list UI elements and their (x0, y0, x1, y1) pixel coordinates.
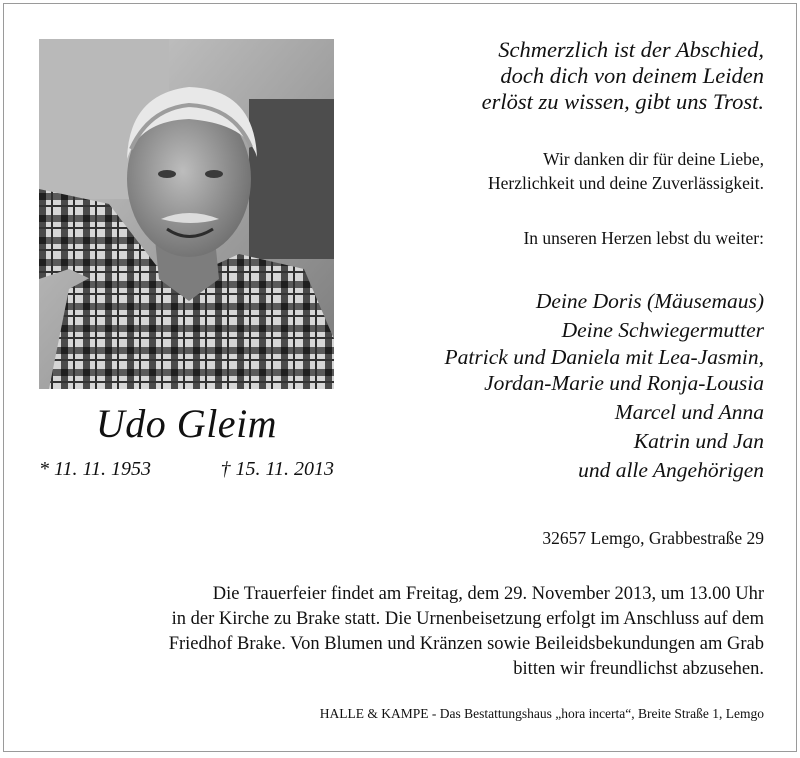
family-address: 32657 Lemgo, Grabbestraße 29 (542, 528, 764, 548)
portrait-illustration (39, 39, 334, 389)
thanks-text (344, 147, 764, 195)
obituary-notice (3, 3, 797, 752)
mourner: Patrick und Daniela mit Lea-Jasmin, (444, 345, 764, 369)
mourner: und alle Angehörigen (578, 458, 764, 482)
ceremony-line: Die Trauerfeier findet am Freitag, dem 29. November 2013, um 13.00 Uhr (212, 584, 764, 604)
poem-line: Schmerzlich ist der Abschied, (498, 37, 764, 62)
mourner: Jordan-Marie und Ronja-Lousia (484, 371, 764, 395)
death-date: † 15. 11. 2013 (220, 458, 334, 480)
funeral-home-footer: HALLE & KAMPE - Das Bestattungshaus „hora incerta“, Breite Straße 1, Lemgo (319, 706, 764, 721)
ceremony-line: in der Kirche zu Brake statt. Die Urnenbeisetzung erfolgt im Anschluss auf dem (171, 609, 764, 629)
birth-date: * 11. 11. 1953 (39, 458, 152, 480)
mourner: Marcel und Anna (614, 400, 764, 424)
deceased-name: Udo Gleim (95, 401, 278, 446)
poem (364, 37, 764, 115)
life-dates (39, 458, 334, 481)
poem-line: doch dich von deinem Leiden (500, 63, 764, 88)
thanks-line: Wir danken dir für deine Liebe, (543, 149, 764, 169)
mourner: Deine Doris (Mäusemaus) (535, 289, 764, 313)
ceremony-line: Friedhof Brake. Von Blumen und Kränzen sowie Beileidsbekundungen am Grab (168, 634, 764, 654)
hearts-line: In unseren Herzen lebst du weiter: (523, 228, 764, 248)
ceremony-text (24, 582, 764, 682)
ceremony-line: bitten wir freundlichst abzusehen. (513, 659, 764, 679)
mourner: Deine Schwiegermutter (561, 318, 764, 342)
thanks-line: Herzlichkeit und deine Zuverlässigkeit. (487, 173, 764, 193)
portrait-photo (39, 39, 334, 389)
mourner: Katrin und Jan (633, 429, 764, 453)
mourners-list (344, 287, 764, 485)
poem-line: erlöst zu wissen, gibt uns Trost. (481, 89, 764, 114)
